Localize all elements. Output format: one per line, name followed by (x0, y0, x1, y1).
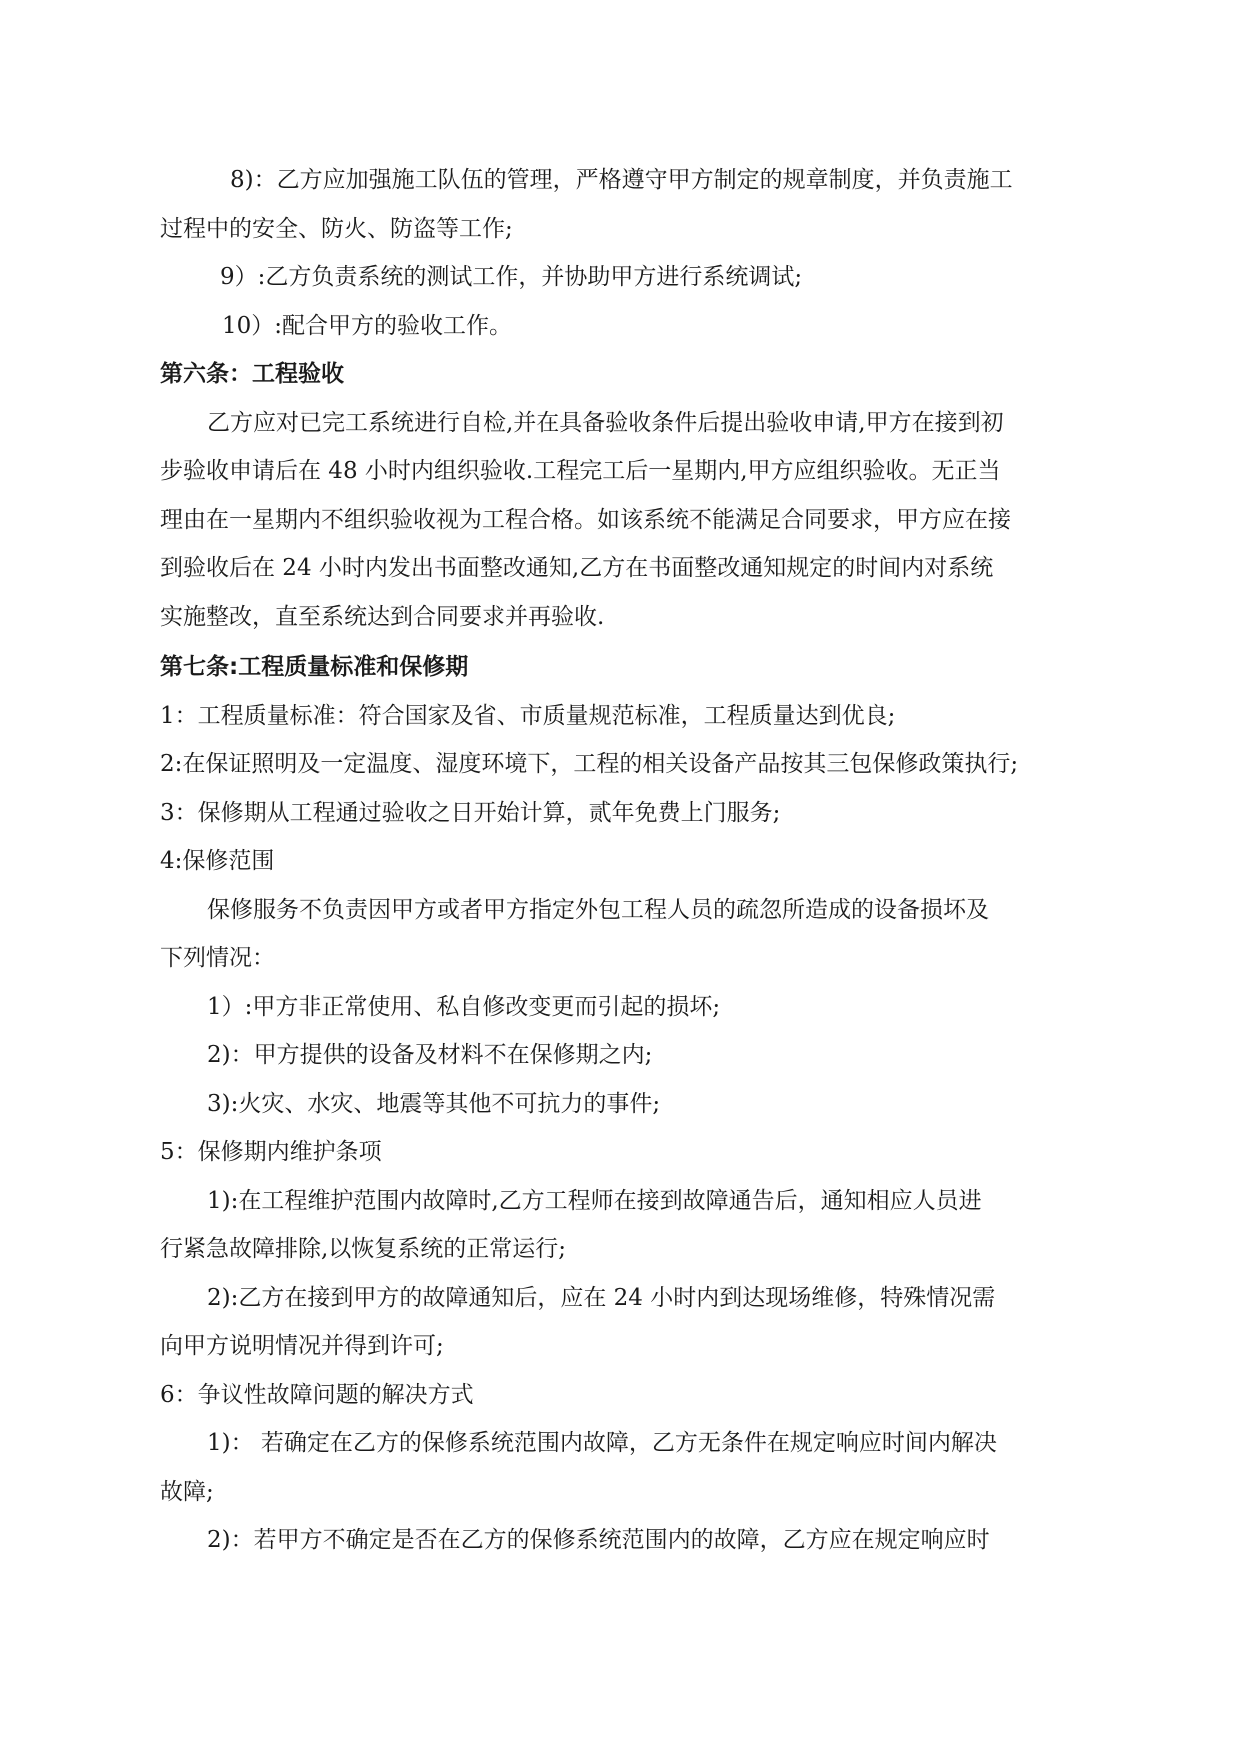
dispute-item-2-line-1: 2)：若甲方不确定是否在乙方的保修系统范围内的故障，乙方应在规定响应时 (207, 1527, 990, 1553)
article-6-heading: 第六条：工程验收 (160, 361, 344, 387)
clause-5-item-9: 9）:乙方负责系统的测试工作，并协助甲方进行系统调试; (220, 264, 803, 290)
maintenance-item-2-line-2: 向甲方说明情况并得到许可; (160, 1333, 444, 1359)
document-body (160, 156, 1085, 1565)
warranty-scope-paragraph-line-2: 下列情况： (160, 945, 275, 971)
maintenance-item-2-line-1: 2):乙方在接到甲方的故障通知后，应在 24 小时内到达现场维修，特殊情况需 (207, 1284, 996, 1311)
dispute-item-1-line-2: 故障; (160, 1478, 214, 1505)
article-7-item-5: 5：保修期内维护条项 (160, 1139, 382, 1165)
article-7-heading: 第七条:工程质量标准和保修期 (160, 654, 469, 680)
clause-5-item-8-line-1: 8)：乙方应加强施工队伍的管理，严格遵守甲方制定的规章制度，并负责施工 (230, 167, 1013, 193)
article-6-paragraph-line-5: 实施整改，直至系统达到合同要求并再验收. (160, 603, 605, 630)
warranty-scope-paragraph-line-1: 保修服务不负责因甲方或者甲方指定外包工程人员的疏忽所造成的设备损坏及 (207, 896, 989, 923)
warranty-exclusion-1: 1）:甲方非正常使用、私自修改变更而引起的损坏; (207, 993, 721, 1020)
article-7-item-3: 3：保修期从工程通过验收之日开始计算，贰年免费上门服务; (160, 799, 781, 826)
article-6-paragraph-line-2: 步验收申请后在 48 小时内组织验收.工程完工后一星期内,甲方应组织验收。无正当 (160, 458, 1001, 484)
dispute-item-1-line-1: 1)： 若确定在乙方的保修系统范围内故障，乙方无条件在规定响应时间内解决 (207, 1430, 997, 1456)
clause-5-item-10: 10）:配合甲方的验收工作。 (222, 312, 513, 339)
warranty-exclusion-2: 2)：甲方提供的设备及材料不在保修期之内; (207, 1042, 653, 1068)
warranty-exclusion-3: 3):火灾、水灾、地震等其他不可抗力的事件; (207, 1090, 661, 1117)
clause-5-item-8-line-2: 过程中的安全、防火、防盗等工作; (160, 215, 513, 242)
maintenance-item-1-line-2: 行紧急故障排除,以恢复系统的正常运行; (160, 1236, 567, 1262)
article-7-item-2: 2:在保证照明及一定温度、湿度环境下，工程的相关设备产品按其三包保修政策执行; (160, 751, 1019, 777)
article-7-item-4: 4:保修范围 (160, 848, 275, 874)
article-6-paragraph-line-3: 理由在一星期内不组织验收视为工程合格。如该系统不能满足合同要求，甲方应在接 (160, 506, 1011, 533)
maintenance-item-1-line-1: 1):在工程维护范围内故障时,乙方工程师在接到故障通告后，通知相应人员进 (207, 1187, 982, 1214)
article-7-item-6: 6：争议性故障问题的解决方式 (160, 1381, 474, 1408)
article-6-paragraph-line-4: 到验收后在 24 小时内发出书面整改通知,乙方在书面整改通知规定的时间内对系统 (160, 555, 994, 581)
article-6-paragraph-line-1: 乙方应对已完工系统进行自检,并在具备验收条件后提出验收申请,甲方在接到初 (207, 409, 1004, 436)
article-7-item-1: 1：工程质量标准：符合国家及省、市质量规范标准，工程质量达到优良; (160, 702, 896, 729)
